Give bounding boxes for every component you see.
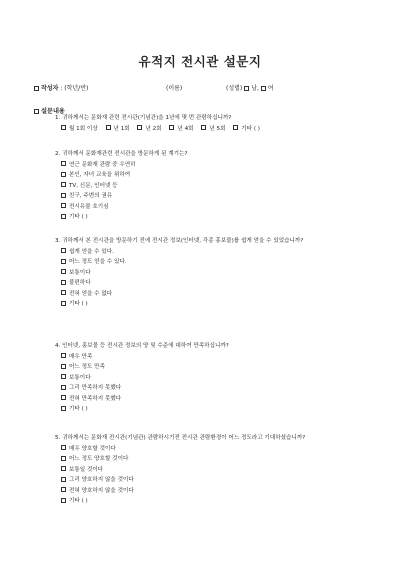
checkbox[interactable] xyxy=(61,280,66,285)
writer-label-group xyxy=(34,83,88,92)
option[interactable]: 기타 ( ) xyxy=(55,496,373,507)
writer-gender-label: (성별) xyxy=(226,85,243,92)
option[interactable]: 전혀 양호하지 않을 것이다 xyxy=(55,486,373,497)
checkbox[interactable] xyxy=(61,125,66,130)
question-2 xyxy=(55,150,373,223)
checkbox[interactable] xyxy=(61,248,66,253)
option[interactable]: 어느 정도 양호할 것이다 xyxy=(55,454,373,465)
checkbox[interactable] xyxy=(61,203,66,208)
writer-row xyxy=(34,83,370,92)
option[interactable]: 보통일 것이다 xyxy=(55,465,373,476)
checkbox[interactable] xyxy=(61,161,66,166)
male-checkbox[interactable] xyxy=(244,86,249,91)
writer-school: : (학년/반) xyxy=(60,85,89,92)
checkbox[interactable] xyxy=(106,125,111,130)
option[interactable]: 그리 양호하지 않을 것이다 xyxy=(55,475,373,486)
question-text: 3. 귀하께서 본 전시관을 방문하기 전에 전시관 정보(인터넷, 각종 홍보물)를 쉽게 얻을 수 있었습니까? xyxy=(55,238,304,244)
checkbox[interactable] xyxy=(61,406,66,411)
option[interactable]: 기타 ( ) xyxy=(55,212,373,223)
option[interactable]: 전혀 만족하지 못했다 xyxy=(55,394,373,405)
option[interactable]: 보통이다 xyxy=(55,268,373,279)
checkbox[interactable] xyxy=(61,259,66,264)
option[interactable]: 어느 정도 얻을 수 있다. xyxy=(55,257,373,268)
option[interactable]: 년 1회 xyxy=(106,126,130,132)
checkbox[interactable] xyxy=(61,445,66,450)
checkbox[interactable] xyxy=(61,182,66,187)
option[interactable]: 본인, 자녀 교육을 위하여 xyxy=(55,170,373,181)
checkbox[interactable] xyxy=(61,487,66,492)
checkbox[interactable] xyxy=(169,125,174,130)
question-5 xyxy=(55,434,373,507)
checkbox[interactable] xyxy=(61,395,66,400)
female-checkbox[interactable] xyxy=(261,86,266,91)
option[interactable]: 월 1회 이상 xyxy=(61,126,98,132)
option[interactable]: 기타 ( ) xyxy=(233,126,260,132)
option[interactable]: 쉽게 얻을 수 있다. xyxy=(55,247,373,258)
checkbox[interactable] xyxy=(137,125,142,130)
male-label: 남, xyxy=(251,85,259,92)
checkbox[interactable] xyxy=(61,374,66,379)
writer-name-label: (이름) xyxy=(166,85,183,92)
question-4 xyxy=(55,342,373,415)
option[interactable]: 년 4회 xyxy=(169,126,193,132)
option[interactable]: 친구, 주변의 권유 xyxy=(55,191,373,202)
checkbox[interactable] xyxy=(61,456,66,461)
checkbox[interactable] xyxy=(201,125,206,130)
checkbox[interactable] xyxy=(61,353,66,358)
female-label: 여 xyxy=(267,85,274,92)
option[interactable]: 기타 ( ) xyxy=(55,404,373,415)
option[interactable]: TV, 신문, 인터넷 등 xyxy=(55,181,373,192)
option[interactable]: 매우 양호할 것이다 xyxy=(55,444,373,455)
question-text: 4. 인터넷, 홍보물 등 전시관 정보의 양 및 수준에 대하여 만족하십니까? xyxy=(55,343,229,349)
section-checkbox xyxy=(34,109,39,114)
checkbox[interactable] xyxy=(61,193,66,198)
writer-label: 작성자 xyxy=(41,85,59,92)
writer-gender-group xyxy=(226,83,274,92)
question-text: 1. 귀하께서는 문화재 관련 전시관(기념관)을 1년에 몇 번 관람하십니까? xyxy=(55,115,232,121)
checkbox[interactable] xyxy=(61,214,66,219)
option[interactable]: 불편하다 xyxy=(55,278,373,289)
question-1-options xyxy=(55,124,373,135)
checkbox[interactable] xyxy=(61,385,66,390)
question-text: 2. 귀하께서 문화재관련 전시관을 방문하게 된 계기는? xyxy=(55,151,188,157)
option[interactable]: 년 5회 xyxy=(201,126,225,132)
option[interactable]: 보통이다 xyxy=(55,373,373,384)
question-text: 5. 귀하께서는 문화재 전시관(기념관) 관람하시기전 전시관 관람환경이 어느 정도라고 기대하셨습니까? xyxy=(55,435,306,441)
checkbox[interactable] xyxy=(233,125,238,130)
option[interactable]: 기타 ( ) xyxy=(55,299,373,310)
option[interactable]: 연근 문화재 관람 중 우연히 xyxy=(55,160,373,171)
option[interactable]: 그리 만족하지 못했다 xyxy=(55,383,373,394)
section-title: 설문내용 xyxy=(41,108,65,115)
checkbox[interactable] xyxy=(61,498,66,503)
checkbox[interactable] xyxy=(61,466,66,471)
option[interactable]: 전시유물 호기심 xyxy=(55,202,373,213)
option[interactable]: 어느 정도 만족 xyxy=(55,362,373,373)
checkbox[interactable] xyxy=(61,290,66,295)
question-3 xyxy=(55,237,373,310)
option[interactable]: 년 2회 xyxy=(137,126,161,132)
writer-checkbox xyxy=(34,86,39,91)
checkbox[interactable] xyxy=(61,477,66,482)
checkbox[interactable] xyxy=(61,301,66,306)
option[interactable]: 매우 만족 xyxy=(55,352,373,363)
checkbox[interactable] xyxy=(61,269,66,274)
option[interactable]: 전혀 얻을 수 없다 xyxy=(55,289,373,300)
survey-title: 유적지 전시관 설문지 xyxy=(138,54,262,69)
checkbox[interactable] xyxy=(61,364,66,369)
checkbox[interactable] xyxy=(61,172,66,177)
question-1 xyxy=(55,114,373,135)
